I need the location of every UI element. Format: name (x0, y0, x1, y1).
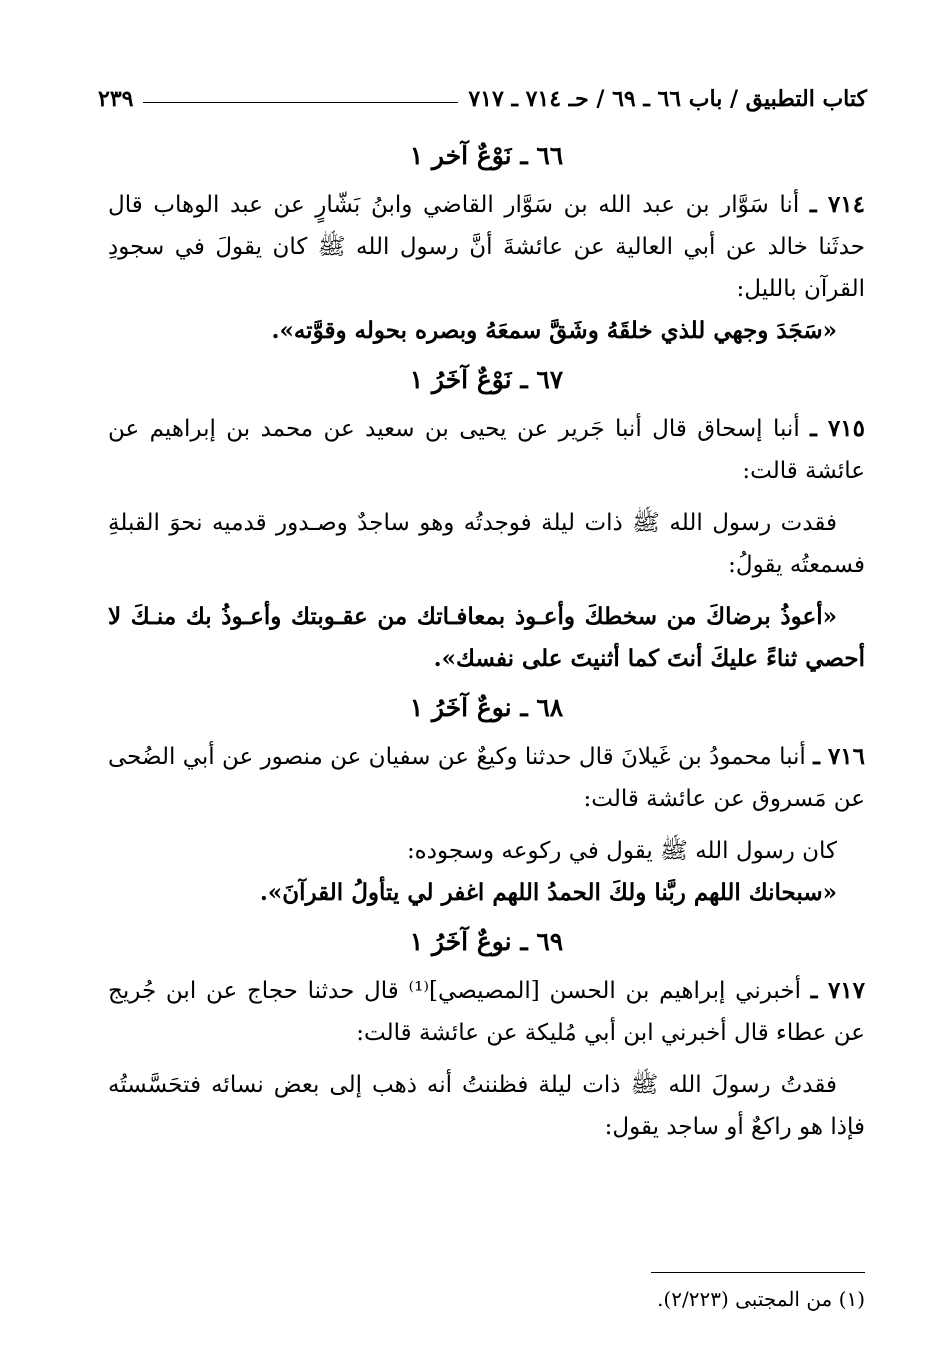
hadith-narration: فقدتُ رسولَ الله ﷺ ذات ليلة فظننتُ أنه ذهب إلى بعض نسائه فتحَسَّستُه فإذا هو راكعٌ أو ساجد يقول: (108, 1072, 865, 1140)
page-header (98, 72, 867, 112)
hadith-isnad: أخبرني إبراهيم بن الحسن [المصيصي]⁽¹⁾ قال حدثنا حجاج عن ابن جُريج عن عطاء قال أخبرني ابن أبي مُليكة عن عائشة قالت: (108, 978, 865, 1046)
hadith-quote: «سبحانك اللهم ربَّنا ولكَ الحمدُ اللهم اغفر لي يتأولُ القرآنَ». (259, 879, 837, 906)
hadith-number: ٧١٤ ـ (809, 191, 865, 218)
footnote-rule (651, 1272, 865, 1273)
hadith-paragraph (108, 184, 865, 310)
page-body (108, 128, 865, 1148)
hadith-isnad: أنبا إسحاق قال أنبا جَرير عن يحيى بن سعيد عن محمد بن إبراهيم عن عائشة قالت: (108, 416, 865, 484)
footnote: (١) من المجتبى (٢/٢٢٣). (657, 1287, 865, 1311)
hadith-number: ٧١٦ ـ (813, 743, 865, 770)
hadith-number: ٧١٧ ـ (810, 977, 866, 1004)
hadith-isnad: أنا سَوَّار بن عبد الله بن سَوَّار القاضي وابنُ بَشّارٍ عن عبد الوهاب قال حدثَنا خالد عن أبي العالية عن عائشةَ أنَّ رسول الله ﷺ كان يقولَ في سجودِ القرآن بالليل: (108, 192, 865, 302)
hadith-narration: كان رسول الله ﷺ يقول في ركوعه وسجوده: (406, 838, 837, 864)
hadith-isnad: أنبا محمودُ بن غَيلانَ قال حدثنا وكيعٌ عن سفيان عن منصور عن أبي الضُحى عن مَسروق عن عائشة قالت: (108, 744, 865, 812)
hadith-paragraph (108, 736, 865, 820)
hadith-quote: «أعوذُ برضاكَ من سخطكَ وأعـوذ بمعافـاتك من عقـوبتك وأعـوذُ بك منـكَ لا أحصي ثناءً عليكَ أنتَ كما أثنيتَ على نفسك». (108, 603, 865, 672)
section-heading: ٦٨ ـ نوعٌ آخَرُ ١ (409, 693, 564, 722)
section-heading: ٦٩ ـ نوعٌ آخَرُ ١ (409, 927, 564, 956)
page-number: ٢٣٩ (98, 86, 134, 112)
section-heading: ٦٧ ـ نَوْعٌ آخَرُ ١ (409, 365, 564, 394)
section-heading: ٦٦ ـ نَوْعٌ آخر ١ (409, 141, 564, 170)
running-title: كتاب التطبيق / باب ٦٦ ـ ٦٩ / حـ ٧١٤ ـ ٧١٧ (468, 86, 867, 112)
hadith-paragraph (108, 408, 865, 492)
hadith-narration: فقدت رسول الله ﷺ ذات ليلة فوجدتُه وهو ساجدٌ وصـدور قدميه نحوَ القبلةِ فسمعتُه يقولُ: (108, 510, 865, 578)
hadith-quote: «سَجَدَ وجهي للذي خلقَهُ وشَقَّ سمعَهُ وبصره بحوله وقوَّته». (271, 317, 837, 344)
hadith-number: ٧١٥ ـ (810, 415, 866, 442)
hadith-paragraph (108, 970, 865, 1054)
header-rule (143, 102, 458, 103)
